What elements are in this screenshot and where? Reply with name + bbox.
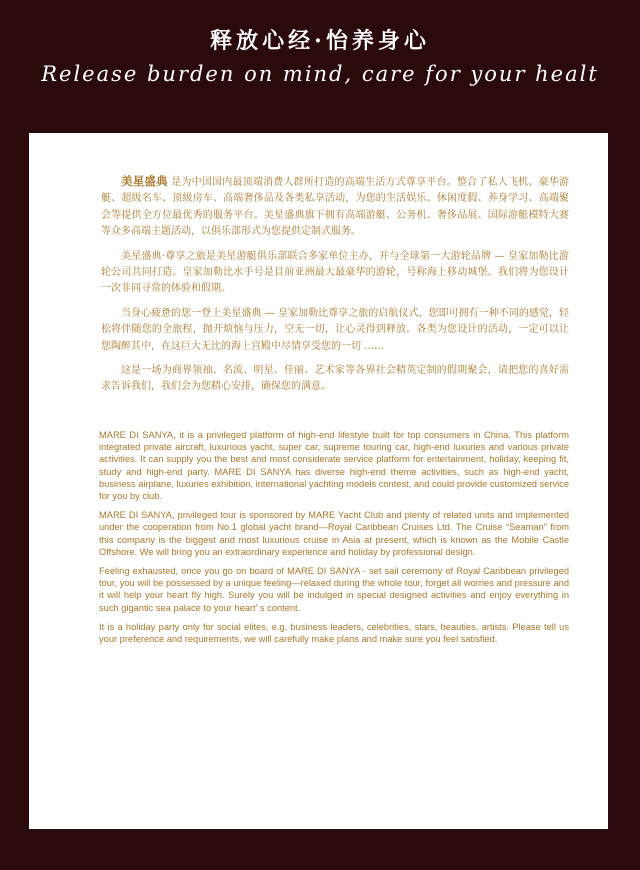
cn-paragraph-2: 美星盛典·尊享之旅是美星游艇俱乐部联合多家单位主办，并与全球第一大游轮品牌 — 皇家加勒比游轮公司共同打造。皇家加勒比水手号是目前亚洲最大最豪华的游轮，号称海上移动城堡。我们将为您设计一次非同寻常的体验和假期。 [101, 250, 569, 295]
cn-paragraph-1 [101, 173, 569, 241]
cn-paragraph-1-text: 是为中国国内最顶端消费人群所打造的高端生活方式尊享平台。整合了私人飞机、豪华游艇、超级名车、顶级房车、高端奢侈品及各类私享活动，为您的生活娱乐、休闲度假、养身学习、高端聚会等提供全方位最优秀的服务平台。美星盛典旗下拥有高端游艇、公务机、奢侈品展、国际游艇模特大赛等众多高端主题活动，以俱乐部形式为您提供定制式服务。 [101, 177, 570, 238]
english-text-block [99, 429, 569, 652]
content-panel [29, 133, 608, 829]
chinese-text-block [101, 173, 569, 404]
en-paragraph-1: MARE DI SANYA, it is a privileged platform of high-end lifestyle built for top consumers in China. This platform integrated private aircraft, luxurious yacht, super car, supreme touring car, high-end luxuries and various private activities. It can supply you the best and most considerate service platform for entertainment, holiday, keeping fit, study and high-end party. MARE DI SANYA has diverse high-end theme activities, such as high-end yacht, business airplane, luxuries exhibition, international yachting models contest, and could provide customized service for you by club. [99, 430, 569, 502]
page-subtitle: Release burden on mind, care for your healt [41, 62, 599, 86]
en-paragraph-4: It is a holiday party only for social elites, e.g. business leaders, celebrities, stars, beauties, artists. Please tell us your preference and requirements, we will carefully make plans and make sure you feel satisfied. [99, 621, 569, 645]
en-paragraph-2: MARE DI SANYA, privileged tour is sponsored by MARE Yacht Club and plenty of related units and implemented under the cooperation from No.1 global yacht brand—Royal Caribbean Cruises Ltd. The Cruise “Seaman” from this company is the biggest and most luxurious cruise in Asia at present, which is known as the Mobile Castle Offshore. We will bring you an extraordinary experience and holiday by professional design. [99, 510, 569, 557]
page-title: 释放心经·怡养身心 [210, 28, 430, 54]
cn-paragraph-4: 这是一场为商界领袖、名流、明星、佳丽、艺术家等各界社会精英定制的假期聚会，请把您的喜好需求告诉我们，我们会为您精心安排，确保您的满意。 [101, 365, 569, 393]
cn-paragraph-3: 当身心疲惫的您一登上美星盛典 — 皇家加勒比尊享之旅的启航仪式，您即可拥有一种不同的感觉，轻松将伴随您的全旅程，抛开烦恼与压力，空无一切，让心灵得到释放。各类为您设计的活动，一定可以让您陶醉其中，在这巨大无比的海上宫殿中尽情享受您的一切 …… [101, 307, 569, 352]
brand-name: 美星盛典 [121, 174, 168, 188]
en-paragraph-3: Feeling exhausted, once you go on board of MARE DI SANYA - set sail ceremony of Royal Caribbean privileged tour, you will be possessed by a unique feeling—relaxed during the whole tour, forget all worries and pressure and it will help your heart fly high. Surely you will be indulged in special designed activities and enjoy everything in such gigantic sea palace to your heart’ s content. [99, 566, 569, 613]
